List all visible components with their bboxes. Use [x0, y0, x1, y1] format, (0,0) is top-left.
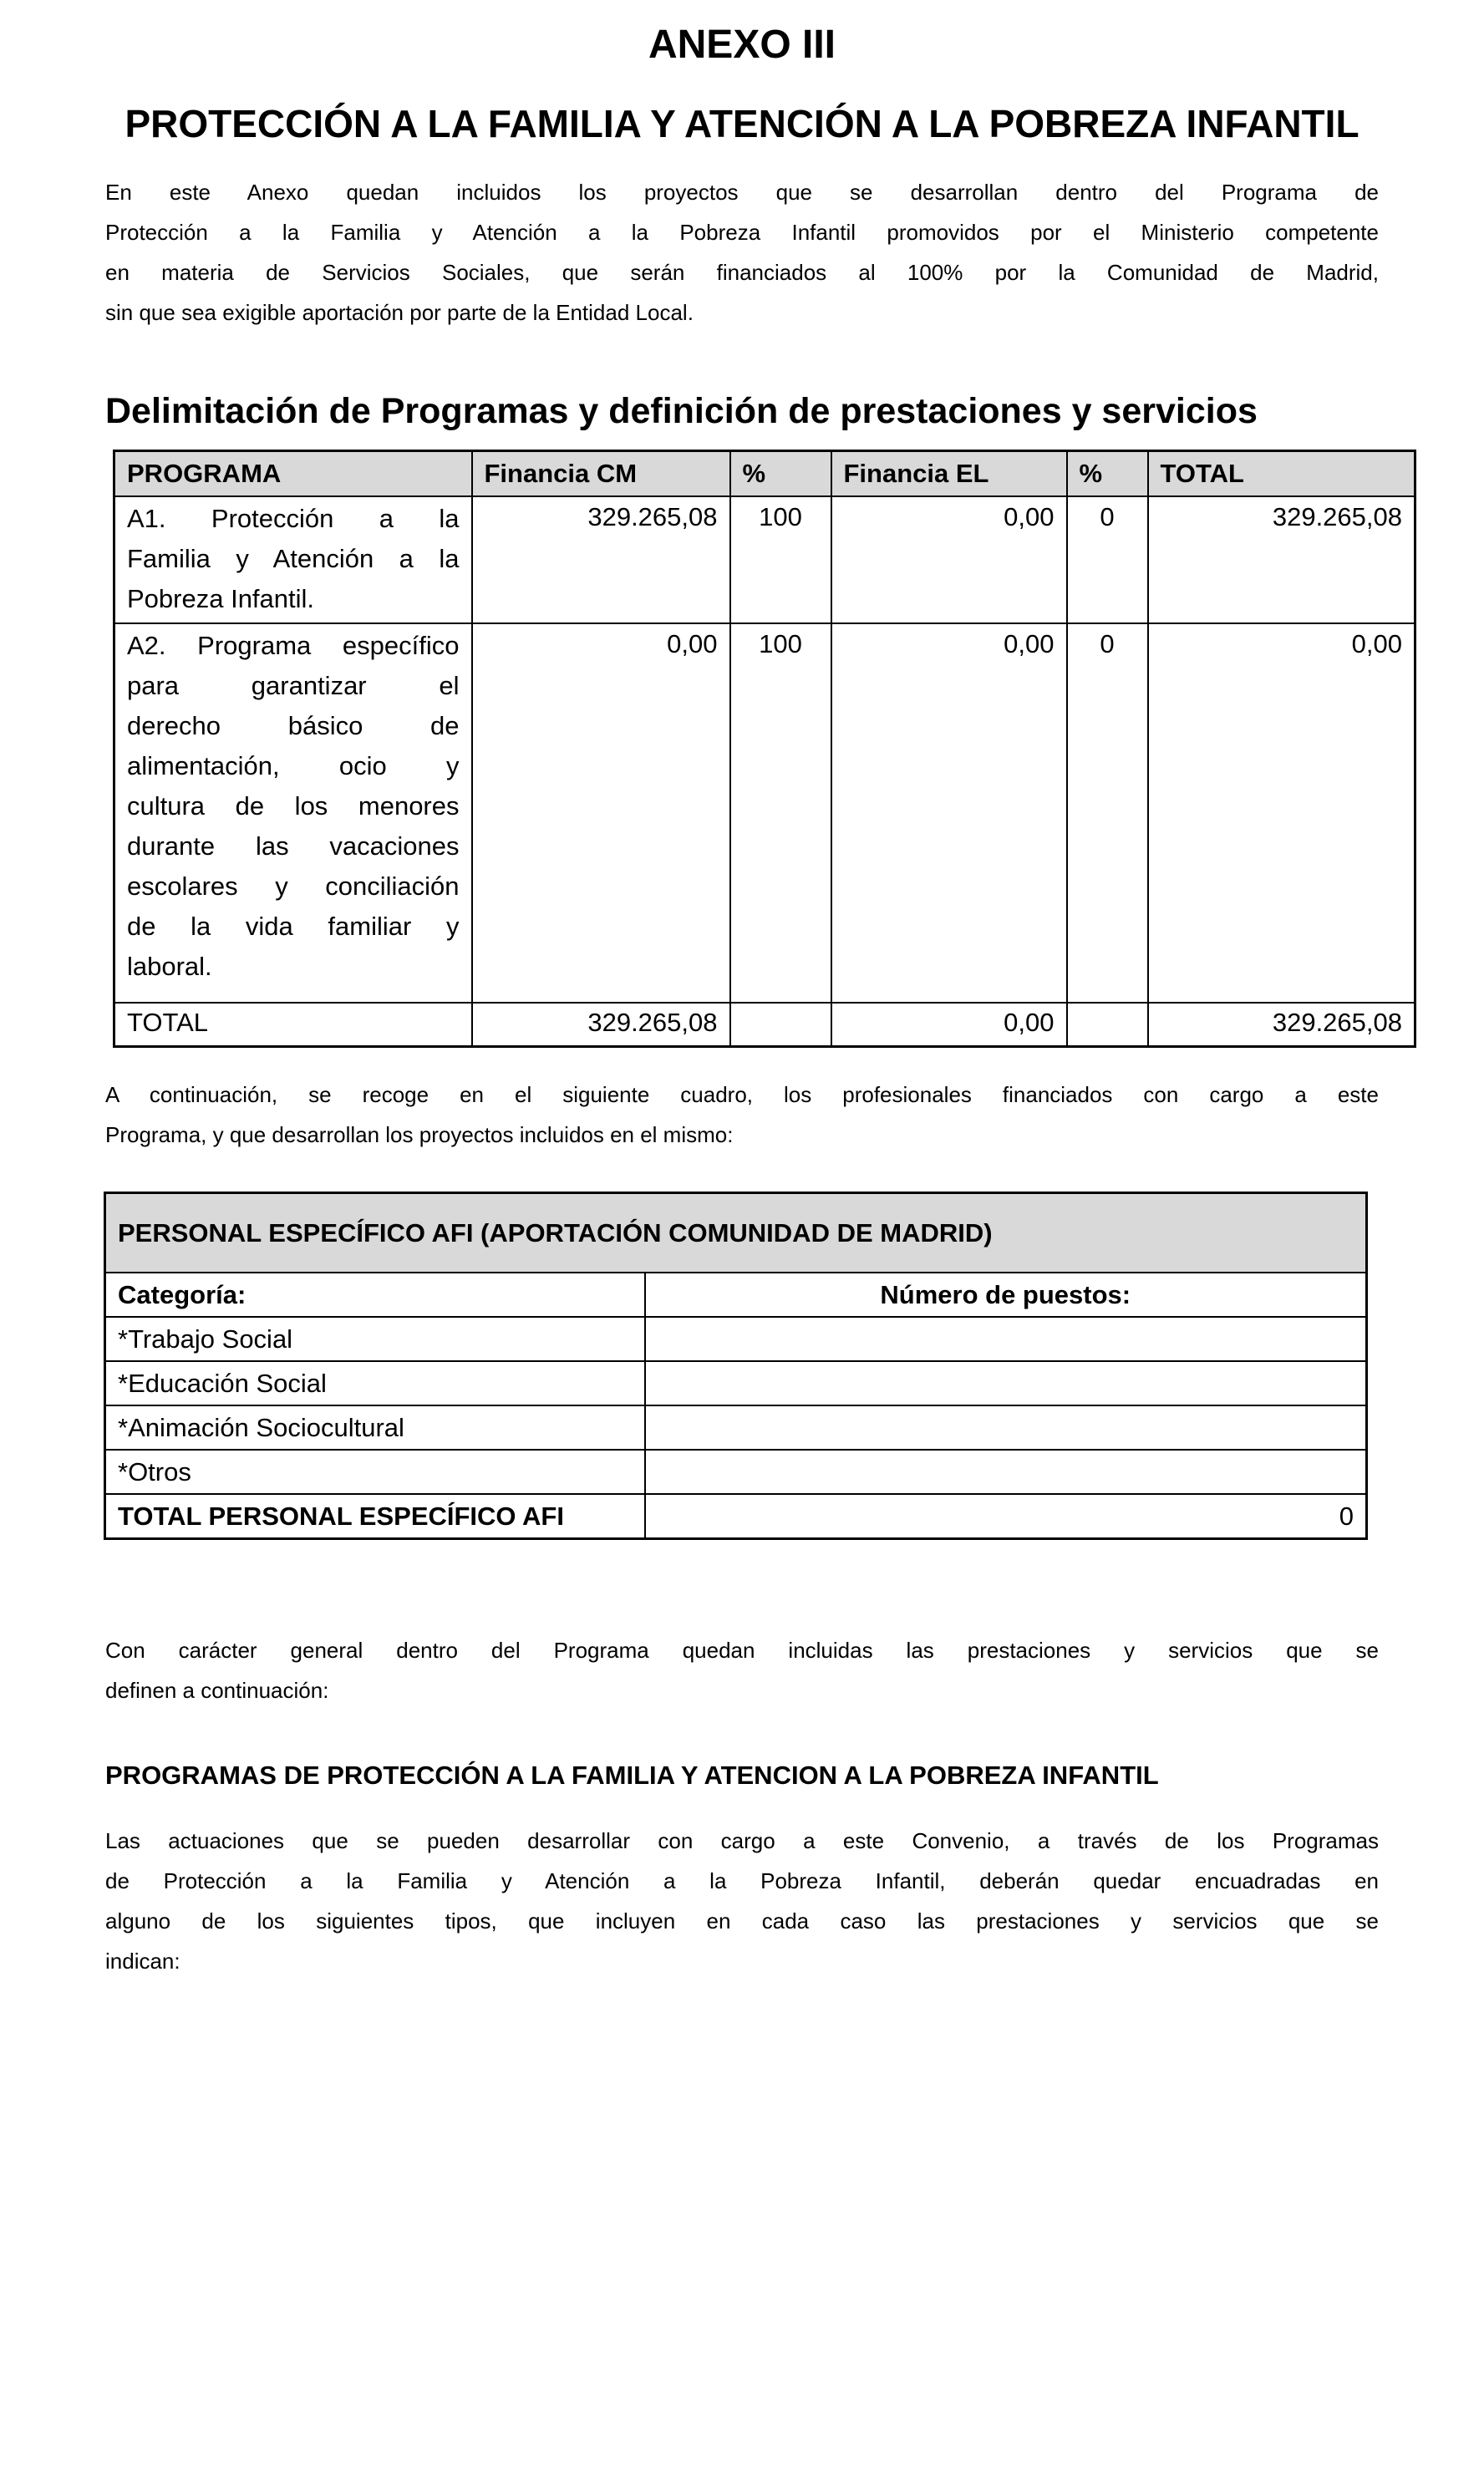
- text-line: alimentación, ocio y: [127, 751, 460, 780]
- text-line: indican:: [105, 1949, 180, 1974]
- col-header-categoria: Categoría:: [105, 1273, 645, 1317]
- text-line: Protección a la Familia y Atención a la Pobreza Infantil promovidos por el Ministerio competente: [105, 220, 1379, 245]
- staff-total-value: 0: [645, 1494, 1367, 1539]
- programs-financing-table: [113, 450, 1416, 1048]
- categoria-animacion-sociocultural: *Animación Sociocultural: [105, 1405, 645, 1450]
- col-header-financia-el: Financia EL: [831, 451, 1067, 497]
- programs-section-heading: PROGRAMAS DE PROTECCIÓN A LA FAMILIA Y ATENCION A LA POBREZA INFANTIL: [105, 1761, 1159, 1790]
- text-line: de la vida familiar y: [127, 912, 460, 941]
- col-header-pct-cm: %: [730, 451, 831, 497]
- staff-table-header-row: [105, 1273, 1367, 1317]
- text-line: laboral.: [127, 952, 212, 981]
- after-programs-paragraph: [105, 1075, 1379, 1155]
- financia-cm-value: 329.265,08: [472, 496, 730, 623]
- financia-el-value: 0,00: [831, 623, 1067, 1003]
- programa-a2-cell: [114, 623, 472, 1003]
- total-total: 329.265,08: [1148, 1003, 1415, 1047]
- puestos-value: [645, 1405, 1367, 1450]
- intro-paragraph: [105, 172, 1379, 333]
- col-header-pct-el: %: [1067, 451, 1148, 497]
- text-line: Las actuaciones que se pueden desarrollar con cargo a este Convenio, a través de los Programas: [105, 1828, 1379, 1853]
- total-value: 0,00: [1148, 623, 1415, 1003]
- col-header-total: TOTAL: [1148, 451, 1415, 497]
- text-line: A continuación, se recoge en el siguiente cuadro, los profesionales financiados con cargo a este: [105, 1082, 1379, 1107]
- text-line: Pobreza Infantil.: [127, 584, 315, 613]
- staff-table: [104, 1192, 1368, 1540]
- table-row: [114, 623, 1415, 1003]
- programa-a1-cell: [114, 496, 472, 623]
- total-row-label: TOTAL: [114, 1003, 472, 1047]
- text-line: escolares y conciliación: [127, 872, 460, 901]
- pct-el-value: 0: [1067, 496, 1148, 623]
- col-header-programa: PROGRAMA: [114, 451, 472, 497]
- pct-el-value: 0: [1067, 623, 1148, 1003]
- pct-cm-value: 100: [730, 496, 831, 623]
- table-row: [105, 1450, 1367, 1494]
- page-title: ANEXO III: [648, 23, 836, 67]
- general-note-paragraph: [105, 1630, 1379, 1710]
- page-subtitle: PROTECCIÓN A LA FAMILIA Y ATENCIÓN A LA POBREZA INFANTIL: [125, 102, 1359, 145]
- total-financia-cm: 329.265,08: [472, 1003, 730, 1047]
- text-line: Programa, y que desarrollan los proyectos incluidos en el mismo:: [105, 1122, 734, 1147]
- table-header-row: [114, 451, 1415, 497]
- total-financia-el: 0,00: [831, 1003, 1067, 1047]
- table-total-row: [114, 1003, 1415, 1047]
- categoria-otros: *Otros: [105, 1450, 645, 1494]
- puestos-value: [645, 1361, 1367, 1405]
- text-line: Con carácter general dentro del Programa quedan incluidas las prestaciones y servicios que se: [105, 1638, 1379, 1663]
- text-line: A1. Protección a la: [127, 504, 460, 533]
- col-header-financia-cm: Financia CM: [472, 451, 730, 497]
- financia-el-value: 0,00: [831, 496, 1067, 623]
- total-pct-el: [1067, 1003, 1148, 1047]
- table-row: [105, 1405, 1367, 1450]
- staff-table-title: PERSONAL ESPECÍFICO AFI (APORTACIÓN COMUNIDAD DE MADRID): [105, 1193, 1367, 1273]
- staff-table-title-row: [105, 1193, 1367, 1273]
- text-line: A2. Programa específico: [127, 631, 460, 660]
- categoria-educacion-social: *Educación Social: [105, 1361, 645, 1405]
- text-line: En este Anexo quedan incluidos los proyectos que se desarrollan dentro del Programa de: [105, 180, 1379, 205]
- text-line: durante las vacaciones: [127, 831, 460, 861]
- table-row: [105, 1317, 1367, 1361]
- text-line: definen a continuación:: [105, 1678, 329, 1703]
- pct-cm-value: 100: [730, 623, 831, 1003]
- puestos-value: [645, 1317, 1367, 1361]
- table-row: [105, 1361, 1367, 1405]
- staff-table-total-row: [105, 1494, 1367, 1539]
- text-line: derecho básico de: [127, 711, 460, 740]
- total-pct-cm: [730, 1003, 831, 1047]
- total-value: 329.265,08: [1148, 496, 1415, 623]
- staff-total-label: TOTAL PERSONAL ESPECÍFICO AFI: [105, 1494, 645, 1539]
- categoria-trabajo-social: *Trabajo Social: [105, 1317, 645, 1361]
- text-line: para garantizar el: [127, 671, 460, 700]
- col-header-puestos: Número de puestos:: [645, 1273, 1367, 1317]
- text-line: en materia de Servicios Sociales, que serán financiados al 100% por la Comunidad de Madrid,: [105, 260, 1379, 285]
- puestos-value: [645, 1450, 1367, 1494]
- financia-cm-value: 0,00: [472, 623, 730, 1003]
- text-line: alguno de los siguientes tipos, que incluyen en cada caso las prestaciones y servicios que se: [105, 1908, 1379, 1934]
- text-line: de Protección a la Familia y Atención a la Pobreza Infantil, deberán quedar encuadradas en: [105, 1868, 1379, 1893]
- text-line: sin que sea exigible aportación por parte de la Entidad Local.: [105, 300, 694, 325]
- text-line: Familia y Atención a la: [127, 544, 460, 573]
- closing-paragraph: [105, 1821, 1379, 1981]
- text-line: cultura de los menores: [127, 791, 460, 821]
- table-row: [114, 496, 1415, 623]
- section-heading: Delimitación de Programas y definición de prestaciones y servicios: [105, 391, 1258, 431]
